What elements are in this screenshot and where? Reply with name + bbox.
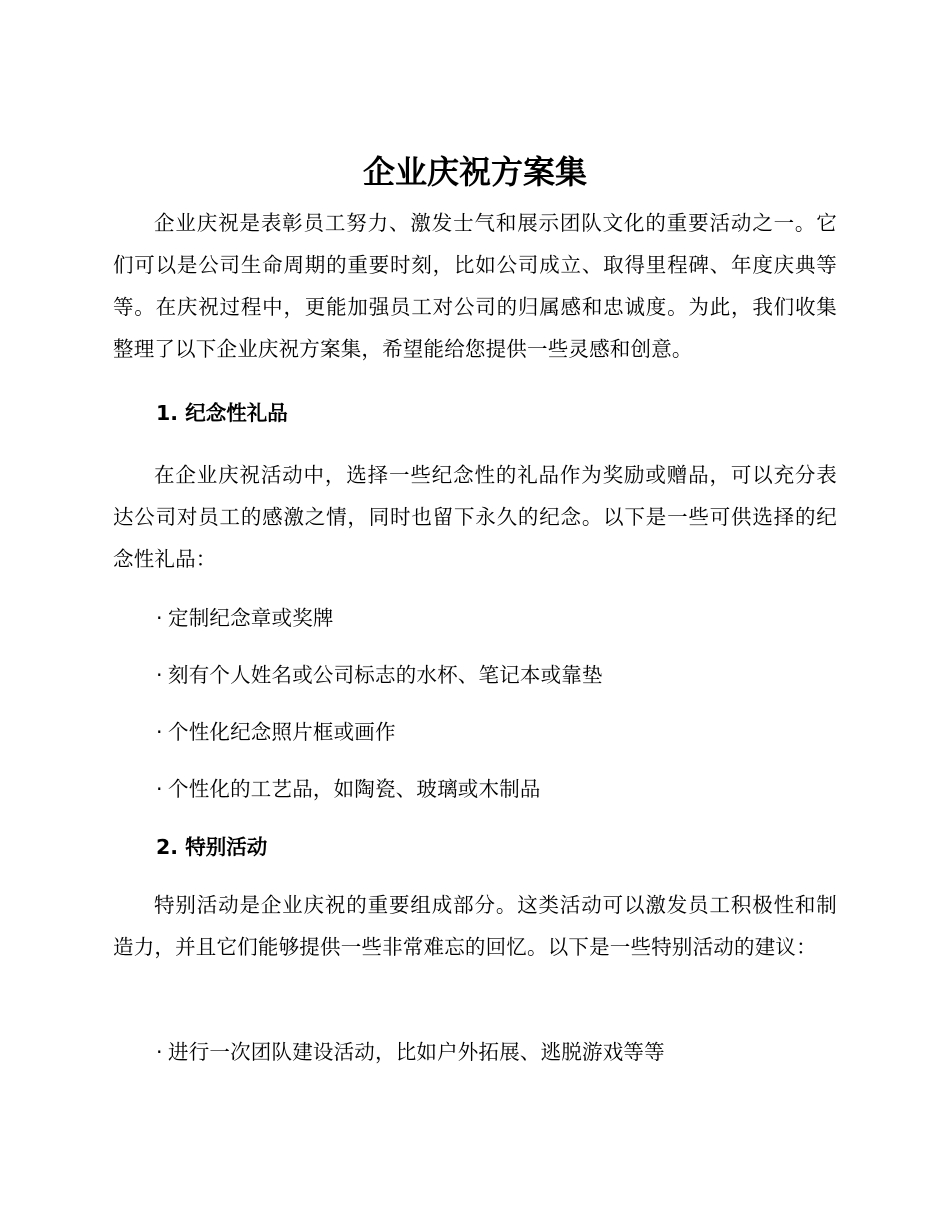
- list-item: [156, 717, 396, 747]
- bullet-symbol: ·: [156, 606, 163, 630]
- bullet-symbol: ·: [156, 663, 163, 687]
- list-item-text: 个性化纪念照片框或画作: [168, 720, 396, 744]
- list-item-text: 刻有个人姓名或公司标志的水杯、笔记本或靠垫: [168, 663, 603, 687]
- list-item-text: 个性化的工艺品，如陶瓷、玻璃或木制品: [168, 777, 541, 801]
- section-body-activities: 特别活动是企业庆祝的重要组成部分。这类活动可以激发员工积极性和制造力，并且它们能够提供一些非常难忘的回忆。以下是一些特别活动的建议：: [113, 893, 837, 959]
- list-item: [156, 774, 541, 804]
- list-item-text: 定制纪念章或奖牌: [168, 606, 334, 630]
- list-item: [156, 1037, 665, 1067]
- bullet-symbol: ·: [156, 1040, 163, 1064]
- list-item-text: 进行一次团队建设活动，比如户外拓展、逃脱游戏等等: [168, 1040, 665, 1064]
- intro-paragraph: 企业庆祝是表彰员工努力、激发士气和展示团队文化的重要活动之一。它们可以是公司生命周期的重要时刻，比如公司成立、取得里程碑、年度庆典等等。在庆祝过程中，更能加强员工对公司的归属感和忠诚度。为此，我们收集整理了以下企业庆祝方案集，希望能给您提供一些灵感和创意。: [113, 211, 837, 361]
- bullet-symbol: ·: [156, 720, 163, 744]
- list-item: [156, 660, 603, 690]
- list-item: [156, 603, 334, 633]
- section-body-gifts: 在企业庆祝活动中，选择一些纪念性的礼品作为奖励或赠品，可以充分表达公司对员工的感激之情，同时也留下永久的纪念。以下是一些可供选择的纪念性礼品：: [113, 463, 837, 571]
- section-heading-gifts: 1. 纪念性礼品: [156, 401, 288, 425]
- bullet-symbol: ·: [156, 777, 163, 801]
- section-heading-activities: 2. 特别活动: [156, 835, 268, 859]
- document-title: 企业庆祝方案集: [362, 153, 587, 191]
